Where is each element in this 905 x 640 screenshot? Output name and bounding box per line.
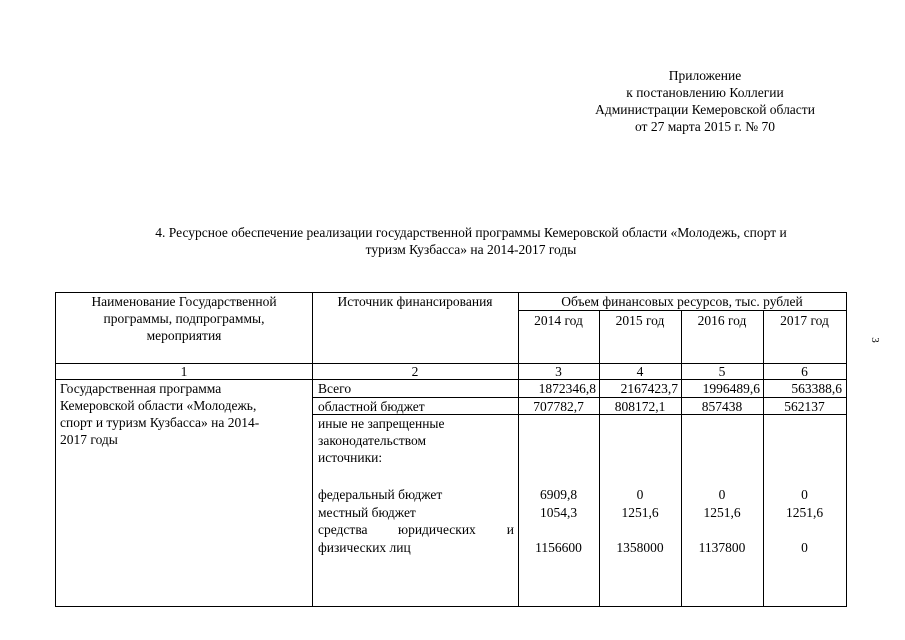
header-source: Источник финансирования [337,294,493,309]
header-volume: Объем финансовых ресурсов, тыс. рублей [561,294,803,309]
document-title [100,224,842,258]
appendix-block [560,67,850,135]
source-local-label: местный бюджет [318,505,416,520]
source-legal-label-line2: физических лиц [318,540,411,555]
title-line: 4. Ресурсное обеспечение реализации государственной программы Кемеровской области «Молодежь, спорт и [155,225,787,240]
column-number: 2 [411,364,419,379]
value-cell: 1358000 [616,540,664,555]
appendix-line: от 27 марта 2015 г. № 70 [634,119,776,134]
grid-line [518,310,846,311]
header-year: 2016 год [697,313,747,328]
header-year: 2017 год [780,313,829,328]
value-cell: 6909,8 [539,487,578,502]
value-cell: 1156600 [535,540,582,555]
column-number: 1 [180,364,188,379]
value-cell: 707782,7 [533,399,584,414]
resource-table: Наименование Государственной программы, подпрограммы, мероприятия Источник финансирования Объем финансовых ресурсов, тыс. рублей 2014 год 2015 год 2016 год 2017 год 1 2 3 4 5 6 Государственная программа Кемеровской области «Молодежь, спорт и туризм Кузбасса» на 2014- 2017 годы Всего 1872346,8 2167423,7 1996489,6 563388,6 областной бюджет 707782,7 808172,1 857438 562137 иные не запрещенные законодательством источники: федеральный бюджет 6909,8 0 0 0 местный бюджет 1054,3 1251,6 1251,6 1251,6 средства юридических и физических лиц 1156600 1358000 1137800 0 [55,292,847,607]
value-cell: 1054,3 [539,505,578,520]
value-cell: 0 [801,540,808,555]
value-cell: 563388,6 [791,381,842,396]
column-number: 5 [718,364,726,379]
appendix-line: Приложение [668,68,742,83]
source-federal-label: федеральный бюджет [318,487,443,502]
value-cell: 1137800 [698,540,746,555]
value-cell: 0 [636,487,644,502]
grid-line [518,293,519,606]
column-number: 3 [555,364,562,379]
value-cell: 2167423,7 [620,381,678,396]
header-year: 2015 год [615,313,665,328]
value-cell: 0 [718,487,726,502]
value-cell: 1251,6 [703,505,741,520]
value-cell: 0 [801,487,808,502]
grid-line [681,311,682,606]
value-cell: 1996489,6 [702,381,760,396]
value-cell: 1251,6 [785,505,824,520]
grid-line [763,311,764,606]
source-regional-label: областной бюджет [318,399,425,414]
grid-line [312,293,313,606]
header-year: 2014 год [534,313,583,328]
value-cell: 857438 [701,399,743,414]
page-number: 3 [868,337,881,343]
title-line: туризм Кузбасса» на 2014-2017 годы [365,242,577,257]
appendix-line: к постановлению Коллегии [626,85,784,100]
source-other-label: иные не запрещенные законодательством источники: [318,416,445,465]
source-total-label: Всего [318,381,352,396]
value-cell: 562137 [784,399,825,414]
column-number: 6 [801,364,808,379]
value-cell: 1251,6 [621,505,659,520]
column-number: 4 [636,364,644,379]
header-name: Наименование Государственной программы, подпрограммы, мероприятия [91,294,277,343]
grid-line [599,311,600,606]
appendix-line: Администрации Кемеровской области [595,102,815,117]
program-name: Государственная программа Кемеровской области «Молодежь, спорт и туризм Кузбасса» на 2014- 2017 годы [60,381,260,447]
value-cell: 808172,1 [614,399,666,414]
value-cell: 1872346,8 [538,381,596,396]
